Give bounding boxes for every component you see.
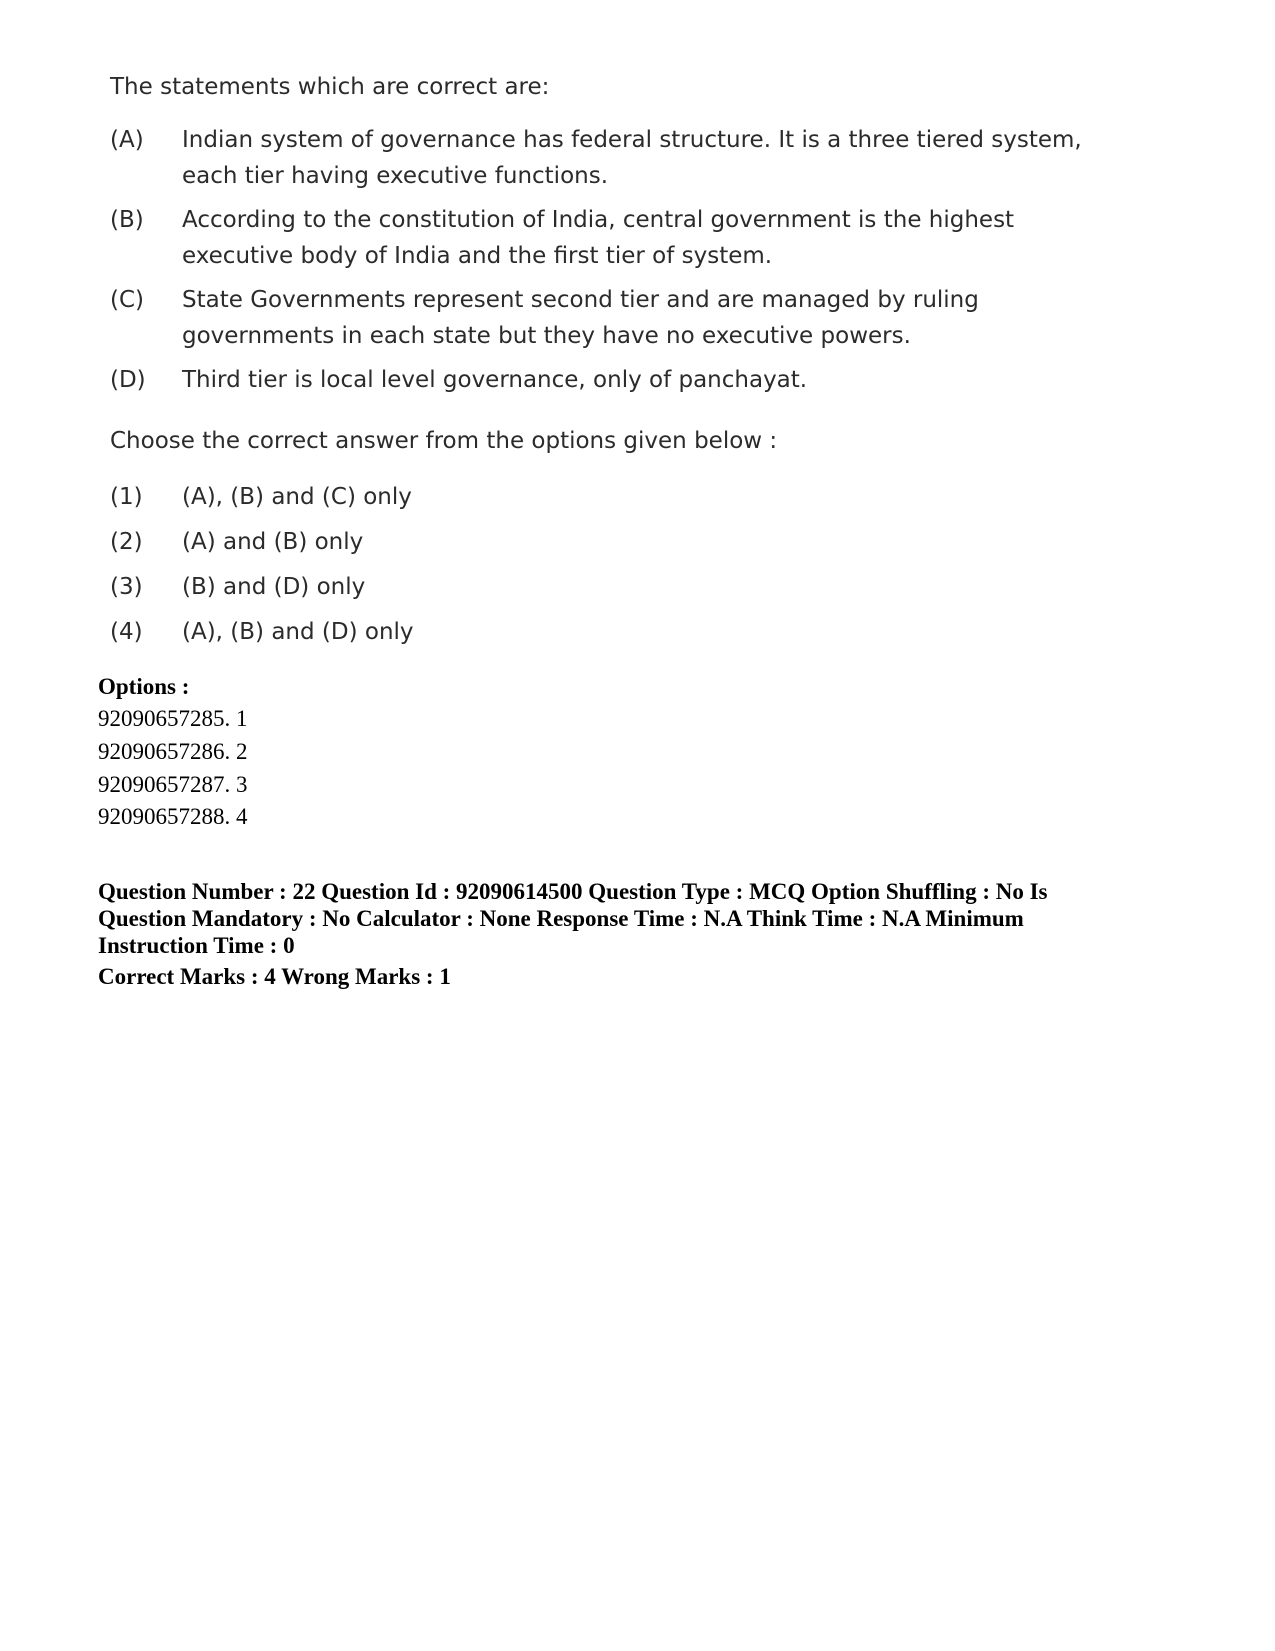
answer-label: (2)	[110, 529, 143, 555]
statements-intro: The statements which are correct are:	[110, 74, 550, 100]
answer-text: (A), (B) and (C) only	[182, 484, 412, 510]
question-info: Question Number : 22 Question Id : 92090614500 Question Type : MCQ Option Shuffling : No Is Question Mandatory : No Calculator : None Response Time : N.A Think Time : N.A Minimum Instruction Time : 0	[98, 879, 1048, 958]
answer-text: (A), (B) and (D) only	[182, 619, 414, 645]
statement-text: Indian system of governance has federal structure. It is a three tiered system, each tier having executive functions.	[182, 127, 1082, 189]
statement-text: According to the constitution of India, central government is the highest executive body of India and the first tier of system.	[182, 207, 1015, 269]
answer-text: (B) and (D) only	[182, 574, 366, 600]
answer-text: (A) and (B) only	[182, 529, 364, 555]
option-item: 92090657288. 4	[98, 804, 248, 829]
option-item: 92090657285. 1	[98, 706, 248, 731]
statement-text: Third tier is local level governance, only of panchayat.	[182, 367, 808, 393]
option-item: 92090657286. 2	[98, 739, 248, 764]
question-marks: Correct Marks : 4 Wrong Marks : 1	[98, 964, 451, 989]
statement-label: (B)	[110, 207, 144, 233]
statement-label: (A)	[110, 127, 144, 153]
option-item: 92090657287. 3	[98, 772, 248, 797]
options-heading: Options :	[98, 674, 190, 699]
choose-prompt: Choose the correct answer from the options given below :	[110, 428, 778, 454]
answer-label: (3)	[110, 574, 143, 600]
answer-label: (4)	[110, 619, 143, 645]
statement-text: State Governments represent second tier and are managed by ruling governments in each state but they have no executive powers.	[182, 287, 979, 349]
answer-label: (1)	[110, 484, 143, 510]
statement-label: (C)	[110, 287, 145, 313]
statement-label: (D)	[110, 367, 146, 393]
